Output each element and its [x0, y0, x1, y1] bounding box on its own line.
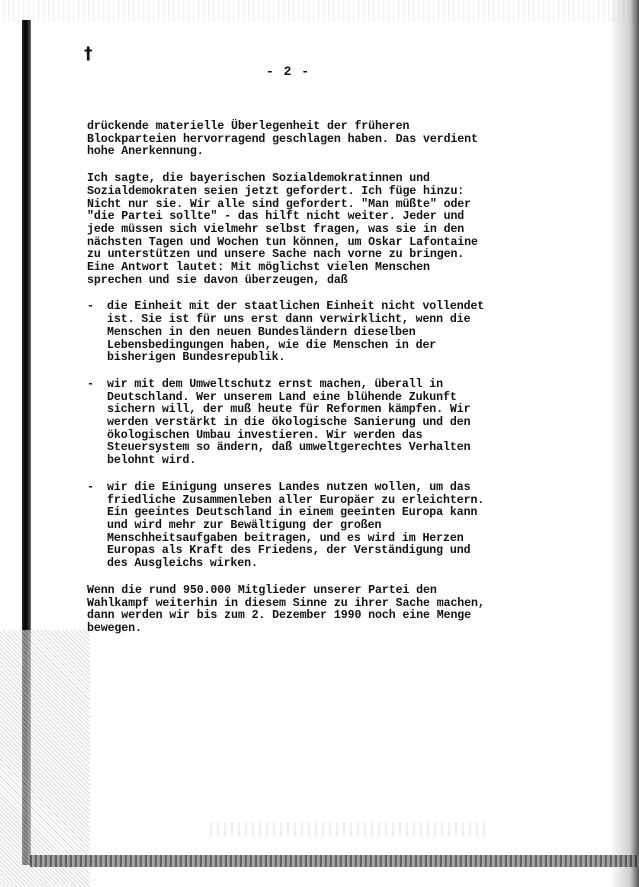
text-line: wir die Einigung unseres Landes nutzen wollen, um das	[107, 480, 471, 494]
scan-artifact-footer-smudge	[210, 822, 490, 836]
document-body	[87, 121, 527, 650]
text-line: zu unterstützen und unsere Sache nach vorne zu bringen.	[87, 248, 465, 262]
paragraph-2	[87, 173, 527, 287]
bullet-item-2	[87, 379, 527, 468]
text-line: sprechen und sie davon überzeugen, daß	[87, 273, 348, 287]
text-line: Lebensbedingungen haben, wie die Menschen in der	[107, 338, 437, 352]
text-line: Menschheitsaufgaben beitragen, und es wird im Herzen	[107, 531, 464, 545]
bullet-dash: -	[87, 377, 94, 391]
text-line: Europas als Kraft des Friedens, der Verständigung und	[107, 544, 471, 558]
text-line: Blockparteien hervorragend geschlagen haben. Das verdient	[87, 132, 478, 146]
text-line: Ein geeintes Deutschland in einem geeinten Europa kann	[107, 506, 478, 520]
text-line: Sozialdemokraten seien jetzt gefordert. Ich füge hinzu:	[87, 184, 465, 198]
text-line: wir mit dem Umweltschutz ernst machen, überall in	[107, 377, 444, 391]
text-line: hohe Anerkennung.	[87, 145, 204, 159]
bullet-item-1	[87, 301, 527, 365]
scan-artifact-bottom-edge	[30, 855, 639, 867]
scan-artifact-bottom-left	[0, 630, 90, 887]
bullet-item-3	[87, 482, 527, 571]
text-line: Eine Antwort lautet: Mit möglichst vielen Menschen	[87, 261, 430, 275]
text-line: sichern will, der muß heute für Reformen kämpfen. Wir	[107, 403, 471, 417]
text-line: ökologischen Umbau investieren. Wir werden das	[107, 428, 423, 442]
text-line: "die Partei sollte" - das hilft nicht weiter. Jeder und	[87, 210, 465, 224]
text-line: belohnt wird.	[107, 454, 197, 468]
text-line: Nicht nur sie. Wir alle sind gefordert. "Man müßte" oder	[87, 197, 472, 211]
text-line: Ich sagte, die bayerischen Sozialdemokratinnen und	[87, 172, 430, 186]
text-line: Deutschland. Wer unserem Land eine blühende Zukunft	[107, 390, 457, 404]
page-number: - 2 -	[266, 64, 311, 79]
scan-artifact-right-edge	[609, 0, 639, 887]
text-line: bisherigen Bundesrepublik.	[107, 351, 286, 365]
text-line: ist. Sie ist für uns erst dann verwirklicht, wenn die	[107, 313, 471, 327]
text-line: jede müssen sich vielmehr selbst fragen, was sie in den	[87, 222, 465, 236]
text-line: des Ausgleichs wirken.	[107, 557, 258, 571]
text-line: Wenn die rund 950.000 Mitglieder unserer Partei den	[87, 583, 437, 597]
paragraph-1	[87, 121, 527, 159]
text-line: die Einheit mit der staatlichen Einheit nicht vollendet	[107, 300, 485, 314]
text-line: friedliche Zusammenleben aller Europäer zu erleichtern.	[107, 493, 485, 507]
text-line: nächsten Tagen und Wochen tun können, um Oskar Lafontaine	[87, 235, 478, 249]
bullet-dash: -	[87, 480, 94, 494]
text-line: drückende materielle Überlegenheit der früheren	[87, 120, 410, 133]
text-line: dann werden wir bis zum 2. Dezember 1990 noch eine Menge	[87, 609, 472, 623]
closing-paragraph	[87, 585, 527, 636]
text-line: werden verstärkt in die ökologische Sanierung und den	[107, 416, 471, 430]
text-line: Steuersystem so ändern, daß umweltgerechtes Verhalten	[107, 441, 471, 455]
bullet-list	[87, 301, 527, 570]
text-line: Menschen in den neuen Bundesländern dieselben	[107, 325, 416, 339]
text-line: Wahlkampf weiterhin in diesem Sinne zu ihrer Sache machen,	[87, 596, 485, 610]
text-line: bewegen.	[87, 621, 142, 635]
scan-artifact-top	[0, 0, 639, 22]
text-line: und wird mehr zur Bewältigung der großen	[107, 518, 382, 532]
page-mark: †	[84, 44, 93, 64]
bullet-dash: -	[87, 300, 94, 314]
